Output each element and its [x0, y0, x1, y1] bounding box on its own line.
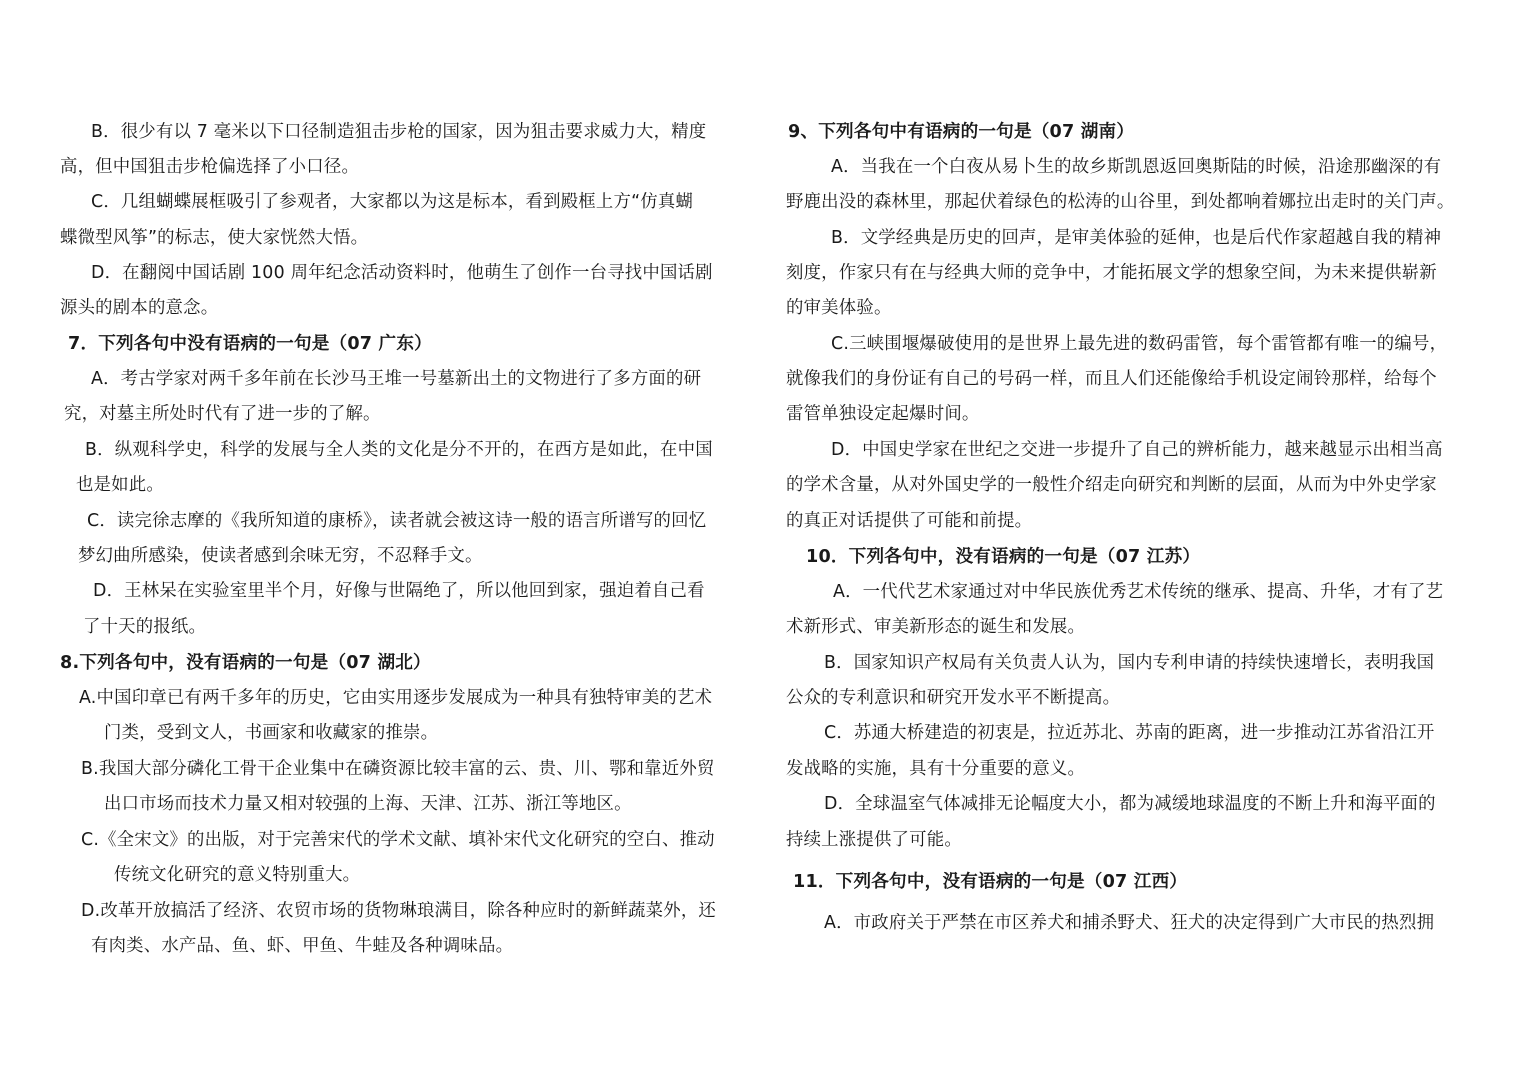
- q6-option-d-line1: D．在翻阅中国话剧 100 周年纪念活动资料时，他萌生了创作一台寻找中国话剧: [91, 263, 713, 283]
- q10-option-b-line2: 公众的专利意识和研究开发水平不断提高。: [786, 688, 1121, 708]
- q6-option-c-line2: 蝶微型风筝”的标志，使大家恍然大悟。: [60, 228, 369, 248]
- q10-option-d-line1: D．全球温室气体减排无论幅度大小，都为减缓地球温度的不断上升和海平面的: [824, 794, 1436, 814]
- q11-title: 11．下列各句中，没有语病的一句是（07 江西）: [793, 872, 1188, 892]
- q10-option-b-line1: B．国家知识产权局有关负责人认为，国内专利申请的持续快速增长，表明我国: [824, 653, 1435, 673]
- q10-option-a-line2: 术新形式、审美新形态的诞生和发展。: [786, 617, 1086, 637]
- q8-option-b-line1: B.我国大部分磷化工骨干企业集中在磷资源比较丰富的云、贵、川、鄂和靠近外贸: [81, 759, 715, 779]
- q7-option-d-line1: D．王林呆在实验室里半个月，好像与世隔绝了，所以他回到家，强迫着自己看: [93, 581, 705, 601]
- q9-option-d-line3: 的真正对话提供了可能和前提。: [786, 511, 1033, 531]
- q9-option-b-line1: B．文学经典是历史的回声，是审美体验的延伸，也是后代作家超越自我的精神: [831, 228, 1442, 248]
- q9-option-a-line2: 野鹿出没的森林里，那起伏着绿色的松涛的山谷里，到处都响着娜拉出走时的关门声。: [786, 192, 1455, 212]
- q9-option-c-line1: C.三峡围堰爆破使用的是世界上最先进的数码雷管，每个雷管都有唯一的编号，: [831, 334, 1448, 354]
- q8-option-a-line1: A.中国印章已有两千多年的历史，它由实用逐步发展成为一种具有独特审美的艺术: [79, 688, 713, 708]
- q6-option-c-line1: C．几组蝴蝶展框吸引了参观者，大家都以为这是标本，看到殿框上方“仿真蝴: [91, 192, 694, 212]
- q8-option-c-line2: 传统文化研究的意义特别重大。: [114, 865, 361, 885]
- q8-title: 8.下列各句中，没有语病的一句是（07 湖北）: [60, 653, 431, 673]
- q7-option-a-line1: A．考古学家对两千多年前在长沙马王堆一号墓新出土的文物进行了多方面的研: [91, 369, 702, 389]
- q10-option-c-line1: C．苏通大桥建造的初衷是，拉近苏北、苏南的距离，进一步推动江苏省沿江开: [824, 723, 1435, 743]
- q8-option-b-line2: 出口市场而技术力量又相对较强的上海、天津、江苏、浙江等地区。: [104, 794, 632, 814]
- q10-title: 10．下列各句中，没有语病的一句是（07 江苏）: [806, 547, 1201, 567]
- q7-option-c-line1: C．读完徐志摩的《我所知道的康桥》，读者就会被这诗一般的语言所谱写的回忆: [87, 511, 707, 531]
- q8-option-d-line1: D.改革开放搞活了经济、农贸市场的货物琳琅满目，除各种应时的新鲜蔬菜外，还: [81, 901, 716, 921]
- q6-option-b-line2: 高，但中国狙击步枪偏选择了小口径。: [60, 157, 360, 177]
- q9-option-b-line2: 刻度，作家只有在与经典大师的竞争中，才能拓展文学的想象空间，为未来提供崭新: [786, 263, 1437, 283]
- q7-option-b-line2: 也是如此。: [76, 475, 164, 495]
- q7-option-c-line2: 梦幻曲所感染，使读者感到余味无穷，不忍释手文。: [78, 546, 483, 566]
- q9-option-d-line1: D．中国史学家在世纪之交进一步提升了自己的辨析能力，越来越显示出相当高: [831, 440, 1443, 460]
- q9-option-c-line3: 雷管单独设定起爆时间。: [786, 404, 980, 424]
- q9-option-b-line3: 的审美体验。: [786, 298, 892, 318]
- q7-option-b-line1: B．纵观科学史，科学的发展与全人类的文化是分不开的，在西方是如此，在中国: [85, 440, 713, 460]
- q6-option-b-line1: B．很少有以 7 毫米以下口径制造狙击步枪的国家，因为狙击要求威力大，精度: [91, 122, 707, 142]
- q9-option-c-line2: 就像我们的身份证有自己的号码一样，而且人们还能像给手机设定闹铃那样，给每个: [786, 369, 1437, 389]
- q7-title: 7．下列各句中没有语病的一句是（07 广东）: [68, 334, 432, 354]
- q8-option-c-line1: C.《全宋文》的出版，对于完善宋代的学术文献、填补宋代文化研究的空白、推动: [81, 830, 715, 850]
- q7-option-d-line2: 了十天的报纸。: [83, 617, 207, 637]
- q8-option-a-line2: 门类，受到文人，书画家和收藏家的推崇。: [104, 723, 439, 743]
- q9-option-a-line1: A．当我在一个白夜从易卜生的故乡斯凯恩返回奥斯陆的时候，沿途那幽深的有: [831, 157, 1442, 177]
- q9-option-d-line2: 的学术含量，从对外国史学的一般性介绍走向研究和判断的层面，从而为中外史学家: [786, 475, 1437, 495]
- q10-option-a-line1: A．一代代艺术家通过对中华民族优秀艺术传统的继承、提高、升华，才有了艺: [833, 582, 1444, 602]
- q10-option-c-line2: 发战略的实施，具有十分重要的意义。: [786, 759, 1086, 779]
- q11-option-a-line1: A．市政府关于严禁在市区养犬和捕杀野犬、狂犬的决定得到广大市民的热烈拥: [824, 913, 1435, 933]
- q7-option-a-line2: 究，对墓主所处时代有了进一步的了解。: [64, 404, 381, 424]
- q8-option-d-line2: 有肉类、水产品、鱼、虾、甲鱼、牛蛙及各种调味品。: [91, 936, 514, 956]
- q10-option-d-line2: 持续上涨提供了可能。: [786, 830, 962, 850]
- q6-option-d-line2: 源头的剧本的意念。: [60, 298, 219, 318]
- q9-title: 9、下列各句中有语病的一句是（07 湖南）: [788, 122, 1135, 142]
